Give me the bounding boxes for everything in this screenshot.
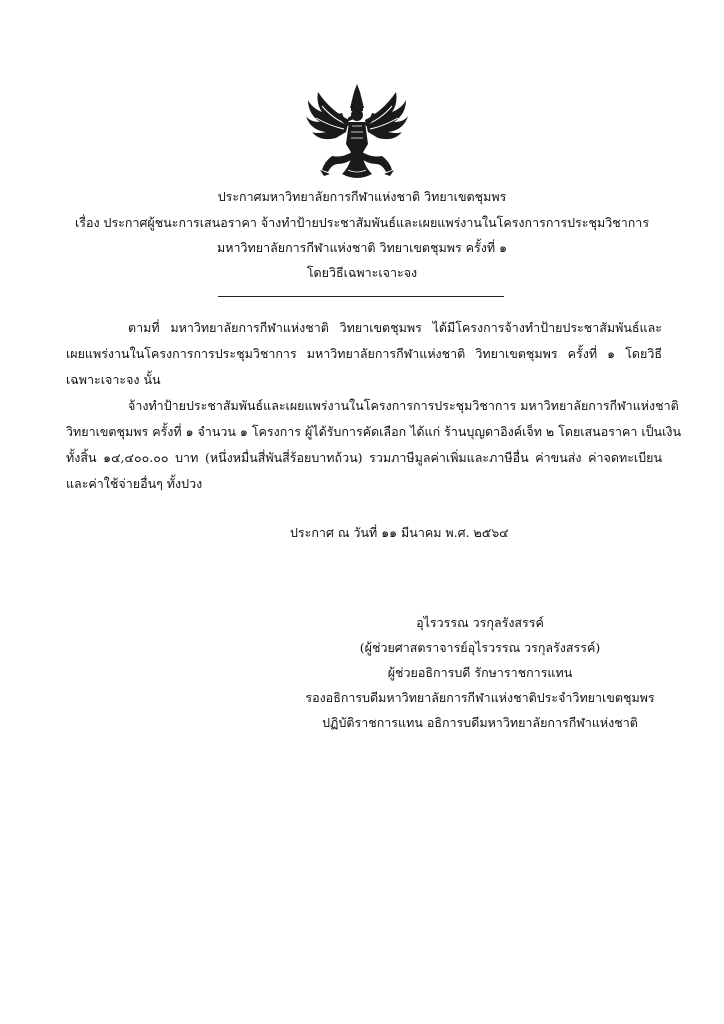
paragraph-1-line-2: เผยแพร่งานในโครงการการประชุมวิชาการ มหาวิทยาลัยการกีฬาแห่งชาติ วิทยาเขตชุมพร ครั้งที่ ๑ โดยวิธี — [66, 346, 662, 361]
announcement-title: ประกาศมหาวิทยาลัยการกีฬาแห่งชาติ วิทยาเขตชุมพร — [217, 189, 507, 204]
announcement-subject-line-2: มหาวิทยาลัยการกีฬาแห่งชาติ วิทยาเขตชุมพร ครั้งที่ ๑ — [216, 240, 508, 255]
signer-on-behalf: ปฏิบัติราชการแทน อธิการบดีมหาวิทยาลัยการกีฬาแห่งชาติ — [322, 715, 638, 730]
header-divider — [218, 296, 504, 297]
paragraph-2-line-4: และค่าใช้จ่ายอื่นๆ ทั้งปวง — [66, 476, 203, 491]
paragraph-2-line-3: ทั้งสิ้น ๑๔,๔๐๐.๐๐ บาท (หนึ่งหมื่นสี่พันสี่ร้อยบาทถ้วน) รวมภาษีมูลค่าเพิ่มและภาษีอื่น ค่าขนส่ง ค่าจดทะเบียน — [66, 450, 662, 465]
signer-acting-position: รองอธิการบดีมหาวิทยาลัยการกีฬาแห่งชาติประจำวิทยาเขตชุมพร — [305, 690, 655, 705]
signer-name: อุไรวรรณ วรกุลรังสรรค์ — [416, 615, 544, 630]
paragraph-2-line-1: จ้างทำป้ายประชาสัมพันธ์และเผยแพร่งานในโครงการการประชุมวิชาการ มหาวิทยาลัยการกีฬาแห่งชาติ — [128, 398, 679, 413]
paragraph-1-line-3: เฉพาะเจาะจง นั้น — [66, 372, 161, 387]
garuda-emblem-icon — [302, 82, 412, 182]
paragraph-1-line-1: ตามที่ มหาวิทยาลัยการกีฬาแห่งชาติ วิทยาเขตชุมพร ได้มีโครงการจ้างทำป้ายประชาสัมพันธ์และ — [128, 320, 662, 335]
signer-position: ผู้ช่วยอธิการบดี รักษาราชการแทน — [387, 665, 573, 680]
signer-full-title: (ผู้ช่วยศาสตราจารย์อุไรวรรณ วรกุลรังสรรค์) — [359, 640, 601, 655]
announcement-method: โดยวิธีเฉพาะเจาะจง — [306, 265, 418, 280]
paragraph-2-line-2: วิทยาเขตชุมพร ครั้งที่ ๑ จำนวน ๑ โครงการ ผู้ได้รับการคัดเลือก ได้แก่ ร้านบุญดาอิงค์เจ็ท ๒ โดยเสนอราคา เป็นเงิน — [66, 424, 681, 439]
announcement-subject: เรื่อง ประกาศผู้ชนะการเสนอราคา จ้างทำป้ายประชาสัมพันธ์และเผยแพร่งานในโครงการการประชุมวิชาการ — [74, 215, 650, 230]
announcement-date: ประกาศ ณ วันที่ ๑๑ มีนาคม พ.ศ. ๒๕๖๔ — [290, 525, 509, 540]
